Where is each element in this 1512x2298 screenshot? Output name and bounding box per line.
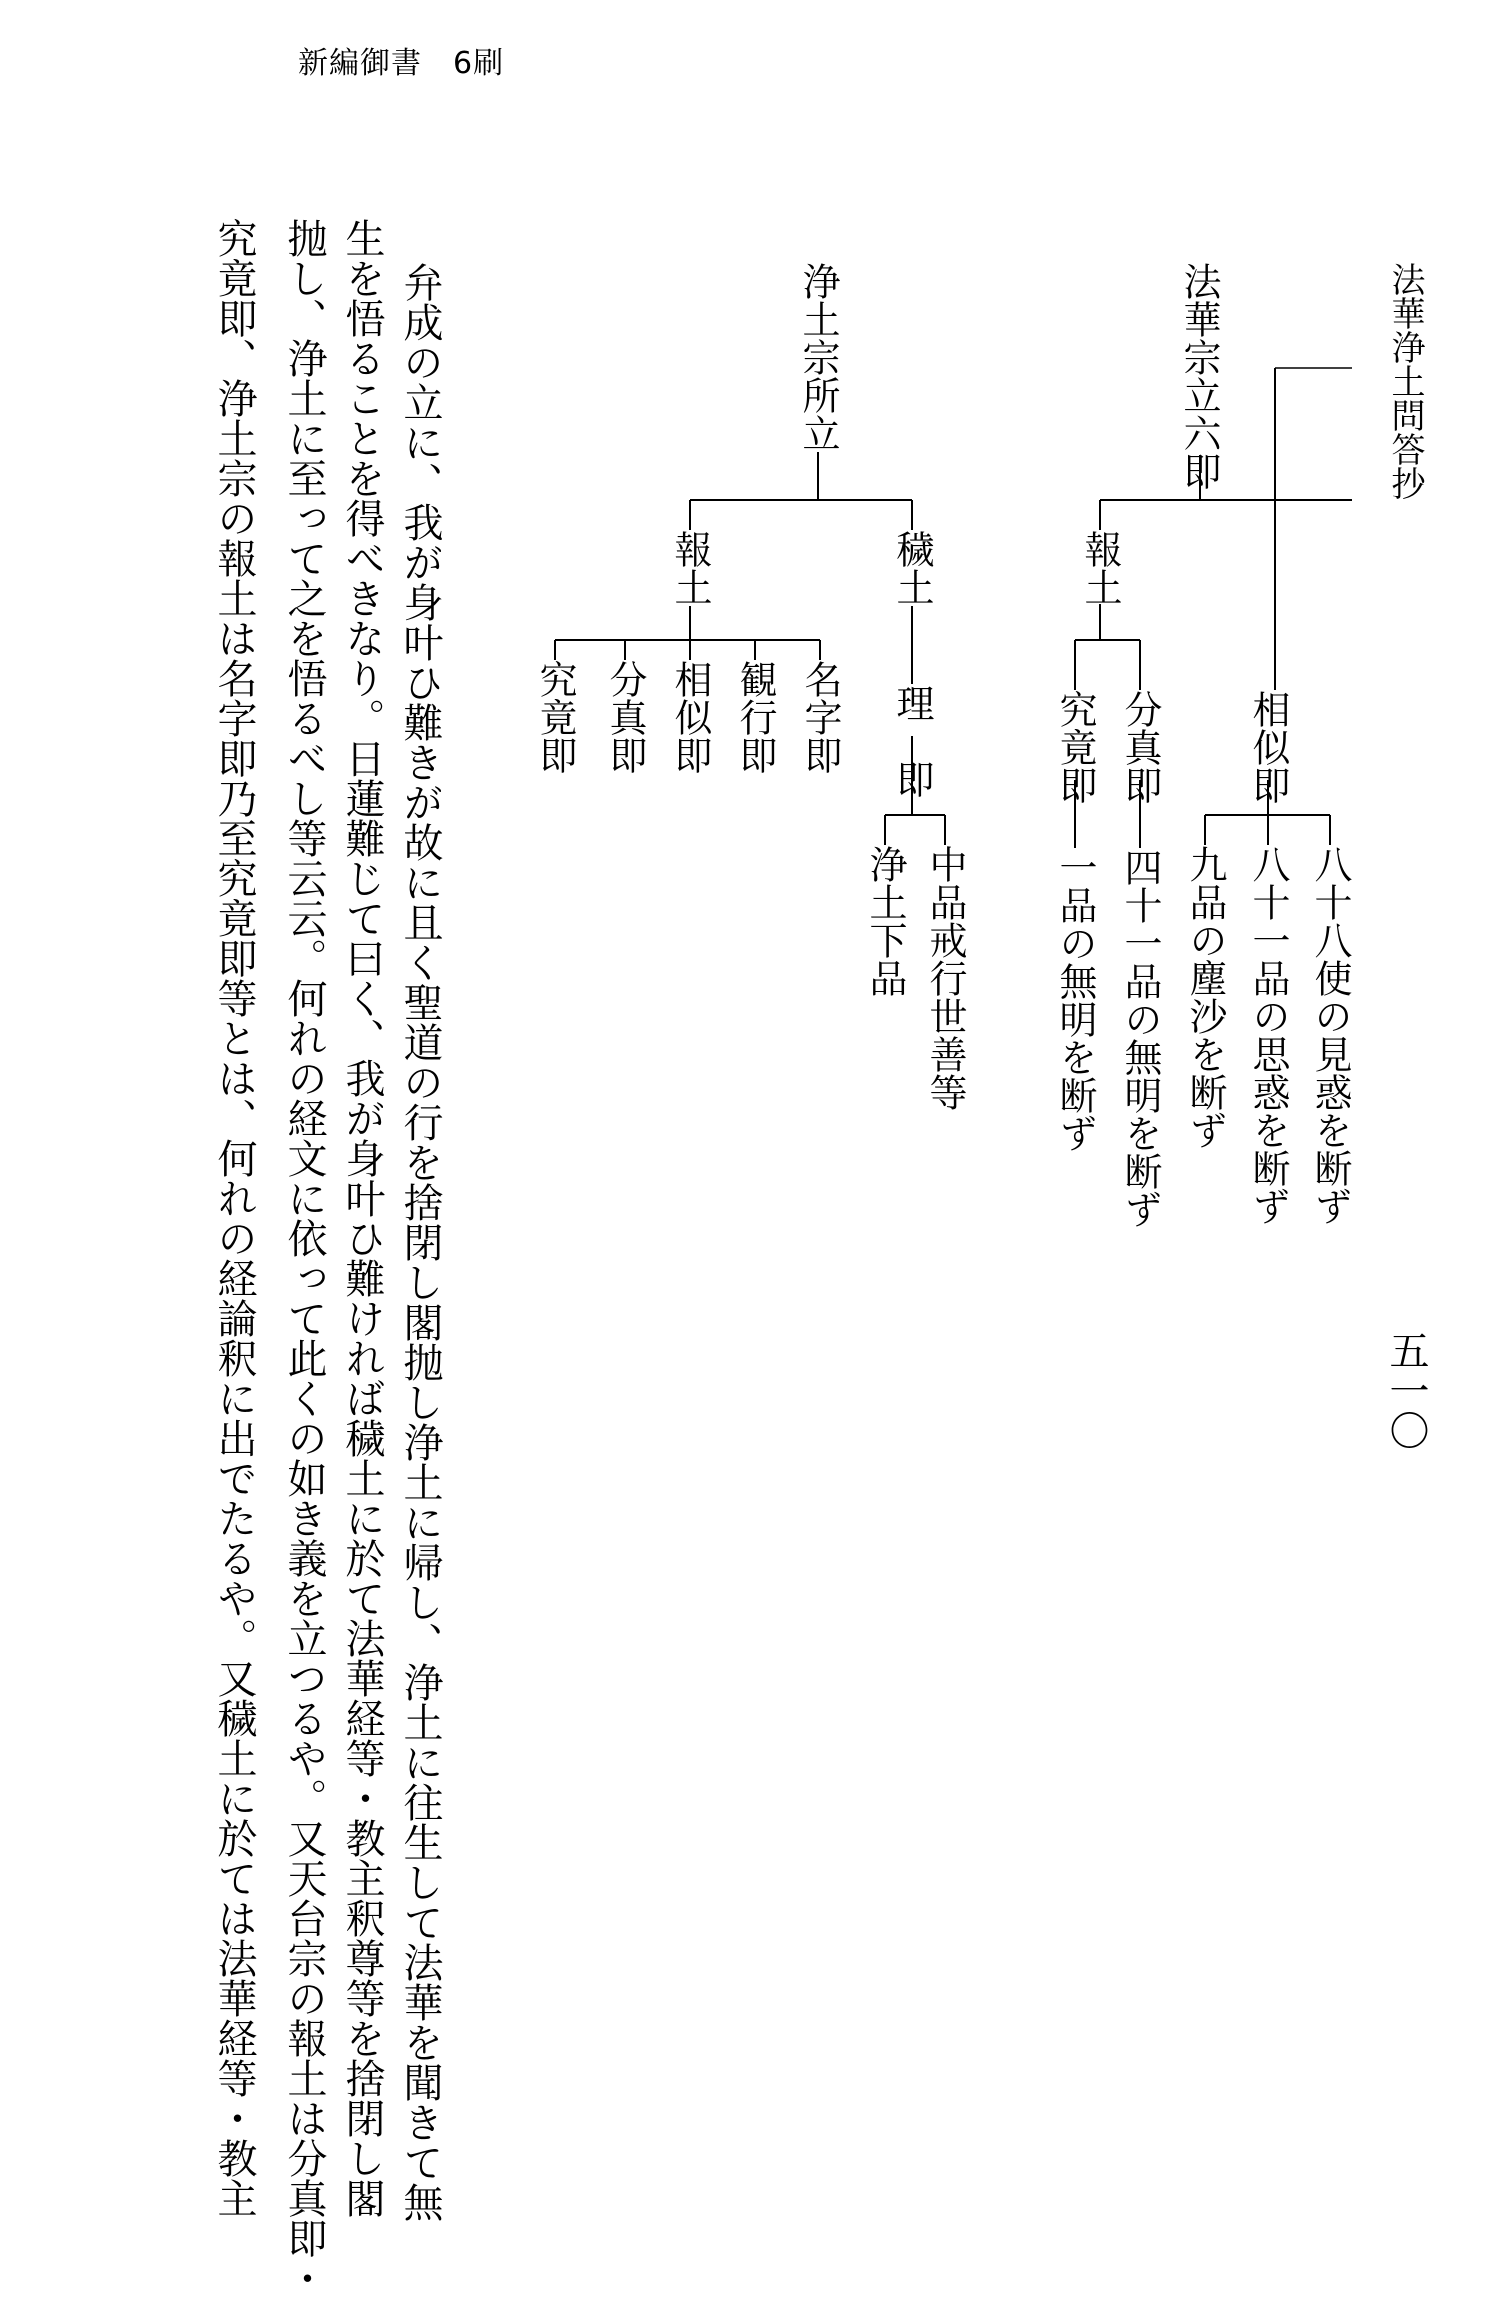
hokke-bunshin-item: 四十一品の無明を断ず xyxy=(1118,848,1162,1228)
hokke-soji-item-1: 八十八使の見惑を断ず xyxy=(1308,845,1352,1225)
page-number: 五一〇 xyxy=(1383,1330,1429,1450)
jodo-houdo-item-3: 相似即 xyxy=(668,660,712,774)
jodo-houdo-item-2: 観行即 xyxy=(733,660,777,774)
jodo-ri-item-2: 浄土下品 xyxy=(863,845,907,997)
body-column-1: 弁成の立に、我が身叶ひ難きが故に且く聖道の行を捨閉し閣抛し浄土に帰し、浄土に往生して法華を聞きて無 xyxy=(397,262,443,2222)
book-header: 新編御書 6刷 xyxy=(298,46,505,81)
body-column-2: 生を悟ることを得べきなり。日蓮難じて曰く、我が身叶ひ難ければ穢土に於て法華経等・教主釈尊等を捨閉し閣 xyxy=(339,218,385,2218)
hokke-root-label: 法華宗立六即 xyxy=(1177,262,1221,490)
jodo-ri-label: 理 即 xyxy=(890,684,934,798)
running-title: 法華浄土問答抄 xyxy=(1385,262,1425,500)
jodo-houdo-item-4: 分真即 xyxy=(603,660,647,774)
body-column-4: 究竟即、浄土宗の報土は名字即乃至究竟即等とは、何れの経論釈に出でたるや。又穢土に於ては法華経等・教主 xyxy=(211,218,257,2218)
jodo-edo-label: 穢土 xyxy=(890,530,934,606)
body-column-3: 抛し、浄土に至って之を悟るべし等云云。何れの経文に依って此くの如き義を立つるや。又天台宗の報土は分真即・ xyxy=(281,218,327,2298)
hokke-soji-label: 相似即 xyxy=(1246,690,1290,804)
jodo-houdo-item-1: 名字即 xyxy=(798,660,842,774)
hokke-soji-item-3: 九品の塵沙を断ず xyxy=(1183,845,1227,1149)
hokke-bunshin-label: 分真即 xyxy=(1118,690,1162,804)
jodo-root-label: 浄土宗所立 xyxy=(796,262,840,452)
hokke-houdo-label: 報土 xyxy=(1078,530,1122,606)
hokke-kukyo-item: 一品の無明を断ず xyxy=(1053,848,1097,1152)
jodo-houdo-item-5: 究竟即 xyxy=(533,660,577,774)
jodo-ri-item-1: 中品戒行世善等 xyxy=(923,845,967,1111)
jodo-houdo-label: 報土 xyxy=(668,530,712,606)
hokke-soji-item-2: 八十一品の思惑を断ず xyxy=(1246,845,1290,1225)
hokke-kukyo-label: 究竟即 xyxy=(1053,690,1097,804)
